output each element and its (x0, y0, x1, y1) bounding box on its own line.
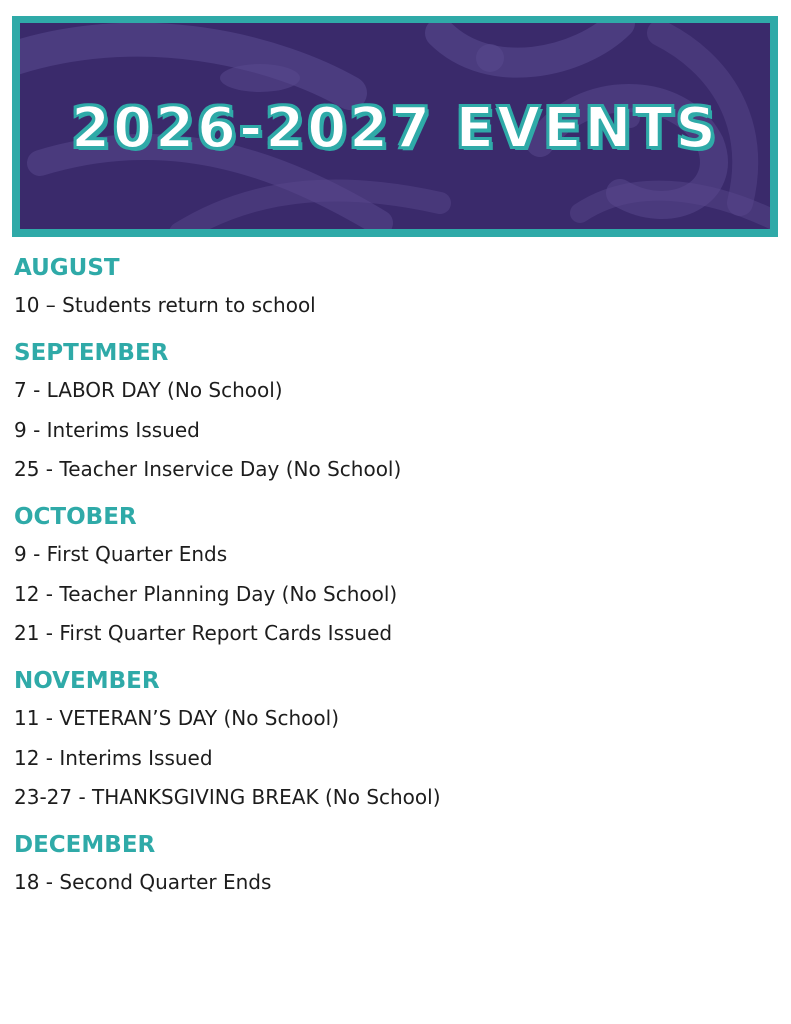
banner-title: 2026-2027 EVENTS (71, 96, 719, 161)
events-banner (12, 16, 778, 237)
month-heading: DECEMBER (14, 832, 156, 858)
month-heading: OCTOBER (14, 504, 137, 530)
month-section-november (14, 665, 774, 811)
event-item: 25 - Teacher Inservice Day (No School) (14, 457, 402, 481)
events-list (14, 252, 774, 914)
month-section-september (14, 337, 774, 483)
event-item: 9 - First Quarter Ends (14, 542, 228, 566)
event-item: 9 - Interims Issued (14, 417, 200, 442)
banner-background (20, 23, 770, 229)
month-section-august (14, 252, 774, 319)
event-item: 10 – Students return to school (14, 293, 316, 317)
event-item: 12 - Teacher Planning Day (No School) (14, 581, 398, 606)
event-item: 18 - Second Quarter Ends (14, 870, 272, 894)
month-section-october (14, 501, 774, 647)
event-item: 12 - Interims Issued (14, 745, 213, 770)
month-heading: SEPTEMBER (14, 340, 169, 366)
event-item: 23-27 - THANKSGIVING BREAK (No School) (14, 785, 441, 809)
month-heading: AUGUST (14, 255, 120, 281)
event-item: 7 - LABOR DAY (No School) (14, 378, 283, 402)
month-section-december (14, 829, 774, 896)
event-item: 21 - First Quarter Report Cards Issued (14, 621, 393, 645)
event-item: 11 - VETERAN’S DAY (No School) (14, 706, 339, 730)
month-heading: NOVEMBER (14, 668, 160, 694)
